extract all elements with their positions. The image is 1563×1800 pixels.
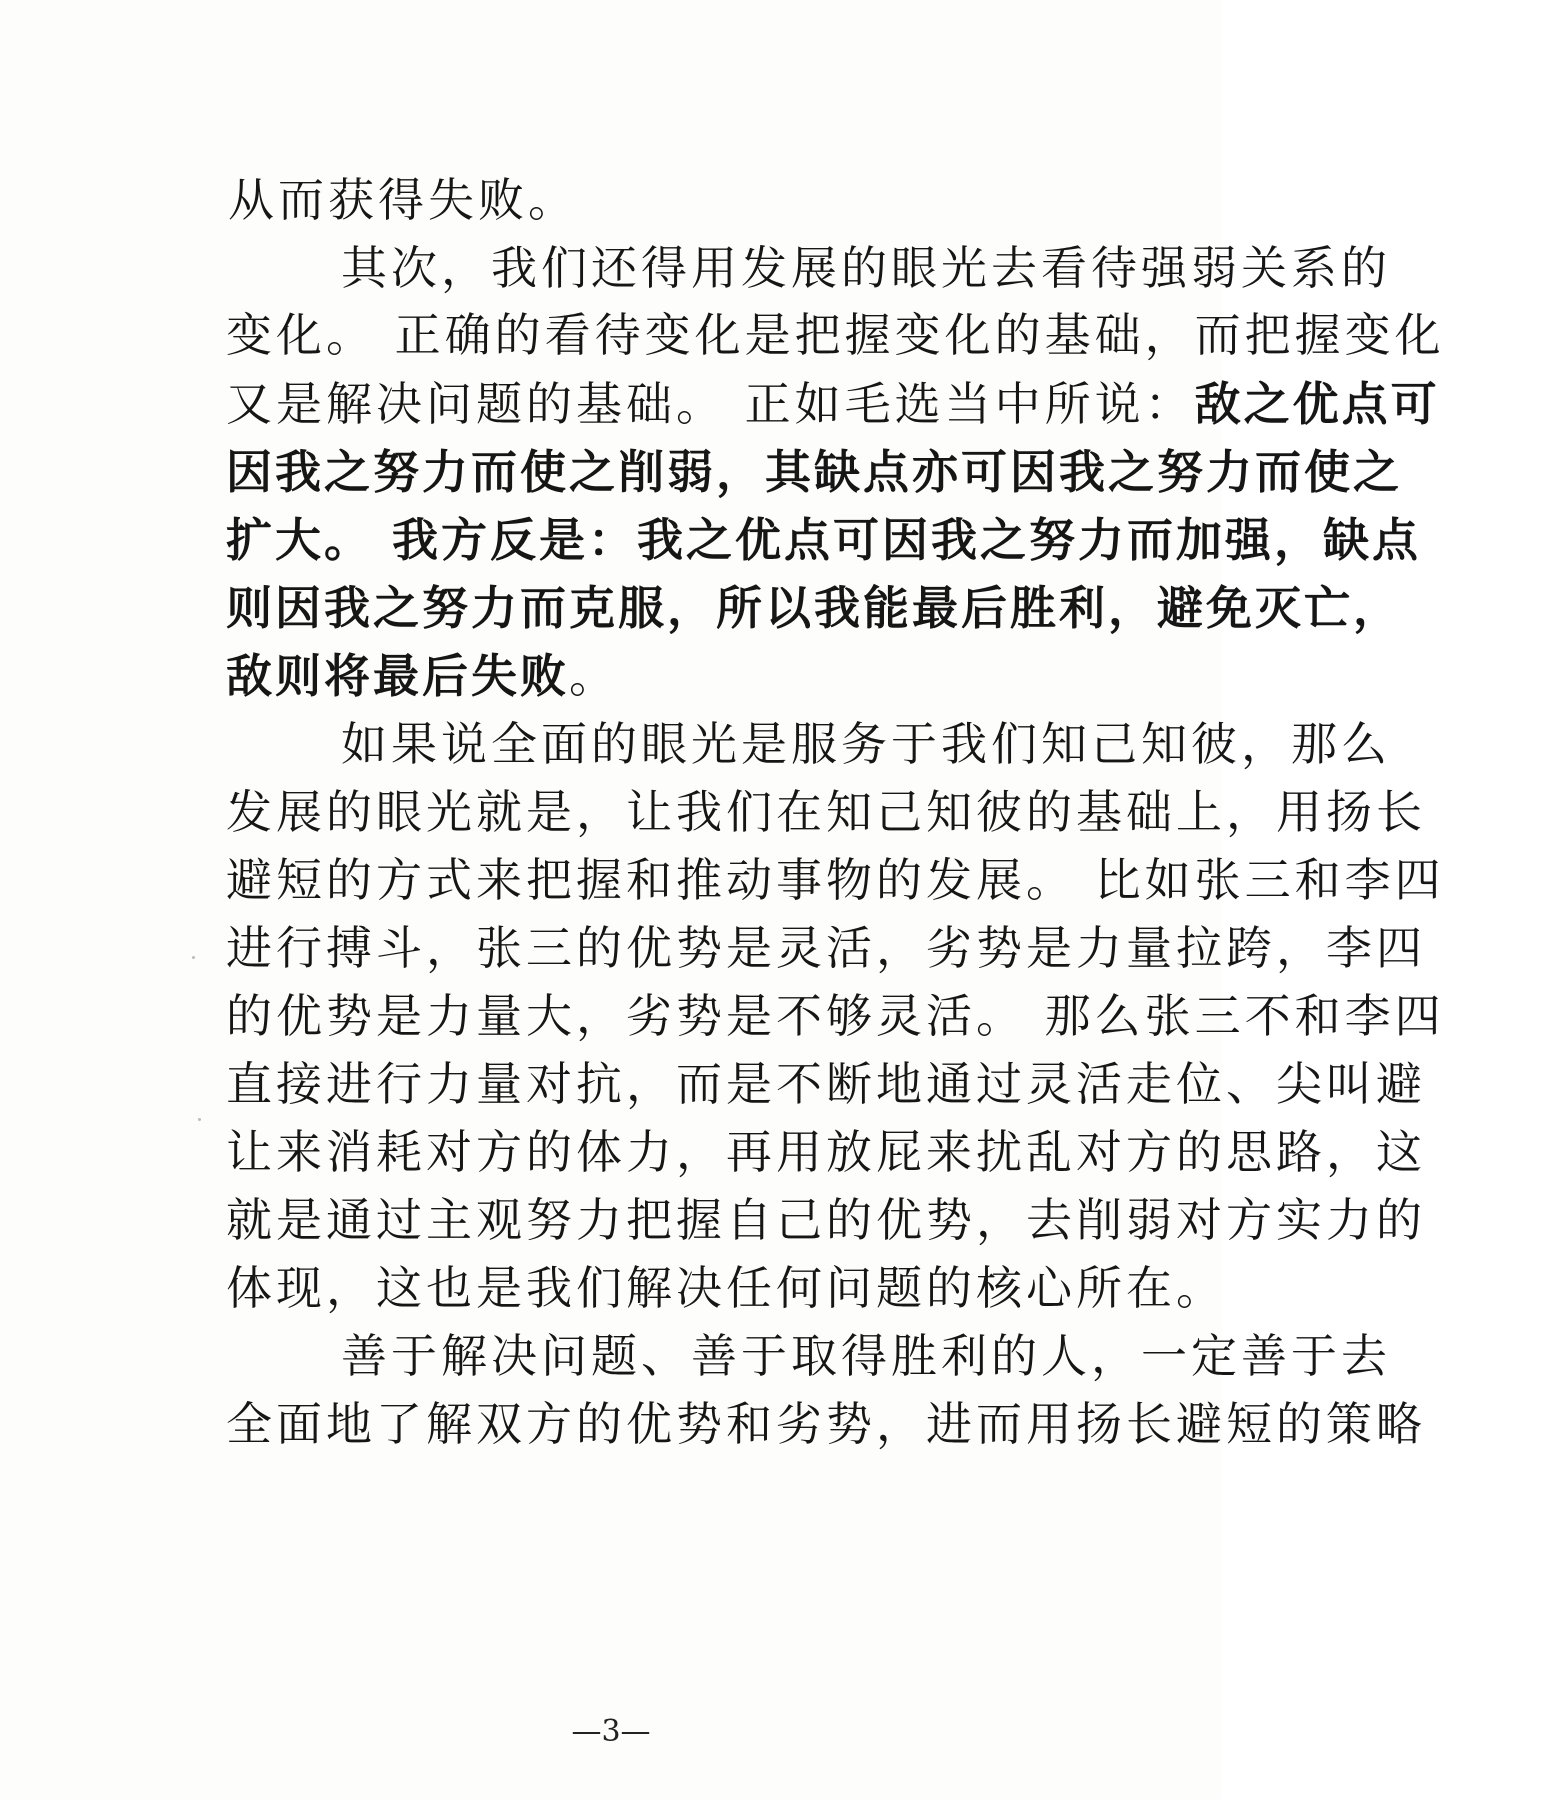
text-run: 从而获得失败。 xyxy=(228,173,578,227)
text-line xyxy=(0,920,1448,976)
paragraph-first-line xyxy=(0,1328,1563,1384)
page-number: —3— xyxy=(571,1714,651,1749)
scan-speck xyxy=(192,956,195,959)
text-line xyxy=(0,444,1448,500)
bold-quote-run: 因我之努力而使之削弱，其缺点亦可因我之努力而使之 xyxy=(226,445,1402,499)
text-run: 发展的眼光就是，让我们在知己知彼的基础上，用扬长 xyxy=(226,785,1426,839)
text-line xyxy=(0,648,1448,704)
text-line xyxy=(0,1192,1448,1248)
text-run: 体现，这也是我们解决任何问题的核心所在。 xyxy=(226,1261,1226,1315)
text-line xyxy=(0,307,1448,363)
text-line xyxy=(0,1396,1448,1452)
text-run: 善于解决问题、善于取得胜利的人，一定善于去 xyxy=(341,1329,1391,1383)
text-run: 又是解决问题的基础。 正如毛选当中所说： xyxy=(226,377,1195,431)
text-run: 如果说全面的眼光是服务于我们知己知彼，那么 xyxy=(341,717,1391,771)
text-run: 全面地了解双方的优势和劣势，进而用扬长避短的策略 xyxy=(226,1397,1426,1451)
text-line xyxy=(0,1124,1448,1180)
paragraph-first-line xyxy=(0,716,1563,772)
text-line xyxy=(0,580,1448,636)
paragraph-first-line xyxy=(0,240,1563,296)
text-run: 避短的方式来把握和推动事物的发展。 比如张三和李四 xyxy=(226,853,1445,907)
text-line xyxy=(0,852,1448,908)
bold-quote-run: 敌则将最后失败 xyxy=(226,649,569,703)
bold-quote-run: 则因我之努力而克服，所以我能最后胜利，避免灭亡， xyxy=(226,581,1402,635)
text-line xyxy=(0,1056,1448,1112)
text-run: 其次，我们还得用发展的眼光去看待强弱关系的 xyxy=(341,241,1391,295)
text-line xyxy=(0,376,1448,432)
text-run: 让来消耗对方的体力，再用放屁来扰乱对方的思路，这 xyxy=(226,1125,1426,1179)
text-line xyxy=(0,988,1448,1044)
text-run: 。 xyxy=(569,649,619,703)
text-run: 变化。 正确的看待变化是把握变化的基础，而把握变化 xyxy=(226,308,1445,362)
text-run: 就是通过主观努力把握自己的优势，去削弱对方实力的 xyxy=(226,1193,1426,1247)
text-run: 的优势是力量大，劣势是不够灵活。 那么张三不和李四 xyxy=(226,989,1445,1043)
text-line xyxy=(0,172,1450,228)
text-line xyxy=(0,1260,1448,1316)
text-line xyxy=(0,512,1448,568)
text-line xyxy=(0,784,1448,840)
text-run: 直接进行力量对抗，而是不断地通过灵活走位、尖叫避 xyxy=(226,1057,1426,1111)
text-run: 进行搏斗，张三的优势是灵活，劣势是力量拉跨，李四 xyxy=(226,921,1426,975)
scan-speck xyxy=(198,1118,201,1121)
bold-quote-run: 扩大。 我方反是：我之优点可因我之努力而加强，缺点 xyxy=(226,513,1422,567)
bold-quote-run: 敌之优点可 xyxy=(1194,377,1440,431)
